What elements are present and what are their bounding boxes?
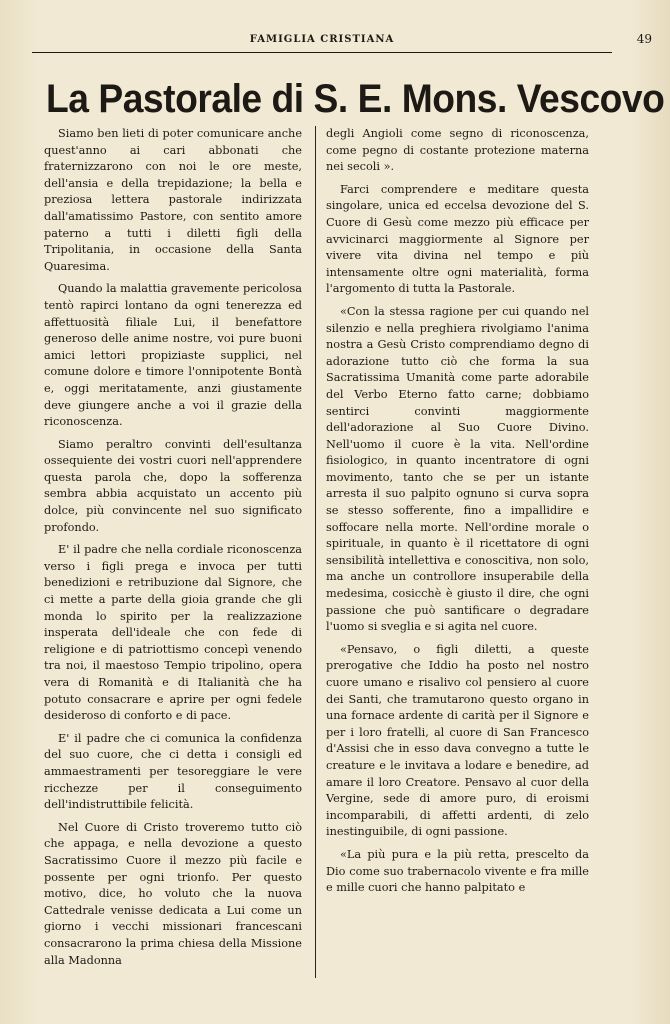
header-rule xyxy=(32,52,612,53)
magazine-name: FAMIGLIA CRISTIANA xyxy=(249,34,395,45)
paragraph: Siamo ben lieti di poter comunicare anche quest'anno ai cari abbonati che fraternizzarono con noi le ore meste, dell'ansia e della trepidazione; la bella e preziosa lettera pastorale indirizzata dall'amatissimo Pastore, con sentito amore paterno a tutti i diletti figli della Tripolitania, in occasione della Santa Quaresima. xyxy=(44,127,302,273)
left-column xyxy=(44,126,302,975)
paragraph: E' il padre che ci comunica la confidenza del suo cuore, che ci detta i consigli ed ammaestramenti per tesoreggiare le vere ricchezze per il conseguimento dell'indistruttibile felicità. xyxy=(44,731,302,812)
paragraph: «Pensavo, o figli diletti, a queste prerogative che Iddio ha posto nel nostro cuore umano e risalivo col pensiero al cuore dei Santi, che tramutarono questo organo in una fornace ardente di carità per il Signore e per i loro fratelli, al cuore di San Francesco d'Assisi che in esso dava convegno a tutte le creature e le invitava a lodare e benedire, ad amare il loro Creatore. Pensavo al cuor della Vergine, sede di amore puro, di eroismi incomparabili, di affetti ardenti, di zelo inestinguibile, di ogni passione. xyxy=(326,642,589,839)
paragraph: degli Angioli come segno di riconoscenza, come pegno di costante protezione materna nei secoli ». xyxy=(326,127,589,174)
paragraph: Quando la malattia gravemente pericolosa tentò rapirci lontano da ogni tenerezza ed affettuosità filiale Lui, il benefattore generoso delle anime nostre, voi pure buoni amici lettori propiziaste supplici, nel comune dolore e timore l'onnipotente Bontà e, oggi meritatamente, anzi giustamente deve giungere anche a voi il grazie della riconoscenza. xyxy=(44,282,302,429)
page-header xyxy=(32,32,652,50)
article-title: La Pastorale di S. E. Mons. Vescovo xyxy=(46,77,665,121)
paragraph: E' il padre che nella cordiale riconoscenza verso i figli prega e invoca per tutti benedizioni e retribuzione dal Signore, che ci mette a parte della gioia grande che gli monda lo spirito per la realizzazione insperata dell'ideale che con fede di religione e di patriottismo concepì venendo tra noi, il maestoso Tempio tripolino, opera vera di Romanità e di Italianità che ha potuto consacrare e aprire per ogni fedele desideroso di conforto e di pace. xyxy=(44,543,302,723)
right-column xyxy=(326,126,589,903)
paragraph: Nel Cuore di Cristo troveremo tutto ciò che appaga, e nella devozione a questo Sacratissimo Cuore il mezzo più facile e possente per ogni trionfo. Per questo motivo, dice, ho voluto che la nuova Cattedrale venisse dedicata a Lui come un giorno i vecchi missionari francescani consacrarono la prima chiesa della Missione alla Madonna xyxy=(44,820,302,967)
column-divider xyxy=(315,126,316,978)
paragraph: Siamo peraltro convinti dell'esultanza ossequiente dei vostri cuori nell'apprendere questa parola che, dopo la sofferenza sembra abbia acquistato un accento più dolce, più convincente nel suo significato profondo. xyxy=(44,437,302,534)
paragraph: «Con la stessa ragione per cui quando nel silenzio e nella preghiera rivolgiamo l'anima nostra a Gesù Cristo comprendiamo degno di adorazione tutto ciò che forma la sua Sacratissima Umanità come parte adorabile del Verbo Eterno fatto carne; dobbiamo sentirci convinti maggiormente dell'adorazione al Suo Cuore Divino. Nell'uomo il cuore è la vita. Nell'ordine fisiologico, in quanto incentratore di ogni movimento, tanto che se per un istante arresta il suo palpito ognuno si curva sopra se stesso sofferente, fino a impallidire e soffocare nella morte. Nell'ordine morale o spirituale, in quanto è il ricettatore di ogni sensibilità intellettiva e conoscitiva, non solo, ma anche un controllore insuperabile della medesima, cosicchè è giusto il dire, che ogni passione che può santificare o degradare l'uomo si sveglia e si agita nel cuore. xyxy=(326,304,589,634)
paragraph: «La più pura e la più retta, prescelto da Dio come suo trabernacolo vivente e fra mille e mille cuori che hanno palpitato e xyxy=(326,847,589,895)
page-number: 49 xyxy=(636,32,652,46)
paragraph: Farci comprendere e meditare questa singolare, unica ed eccelsa devozione del S. Cuore di Gesù come mezzo più efficace per avvicinarci maggiormente al Signore per vivere vita divina nel tempo e più intensamente oltre ogni materialità, forma l'argomento di tutta la Pastorale. xyxy=(326,182,589,296)
